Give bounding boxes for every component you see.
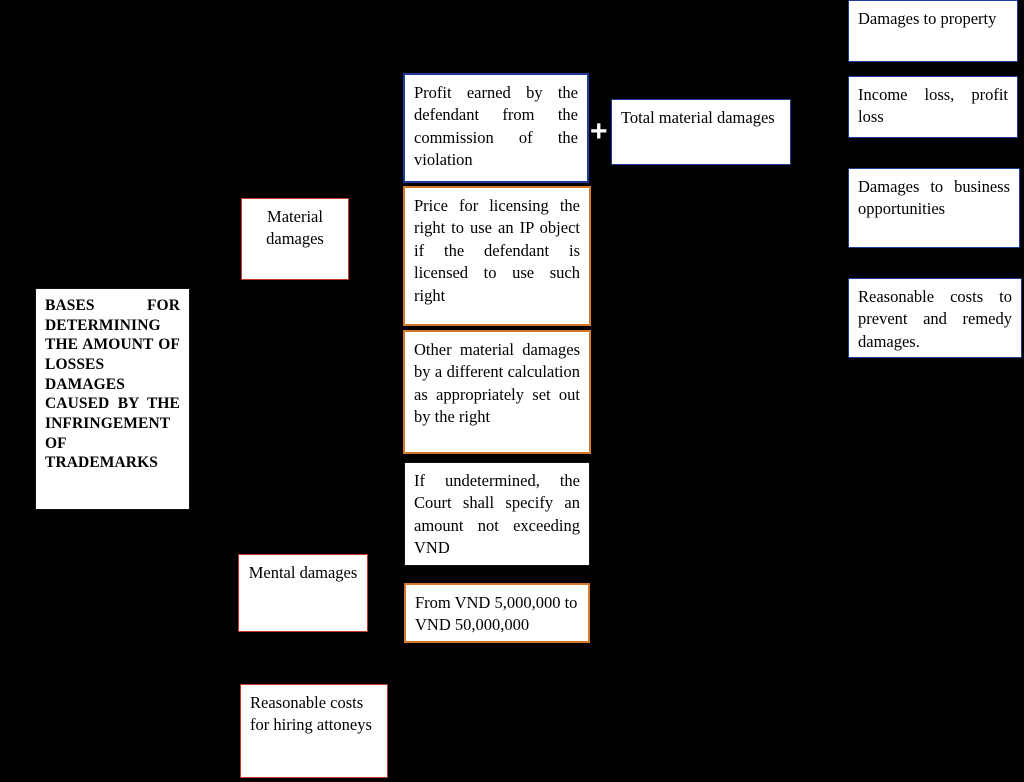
node-material-other-damages: Other material damages by a different calculation as appropriately set out by the right xyxy=(403,330,591,454)
node-reasonable-costs-prevent: Reasonable costs to prevent and remedy damages. xyxy=(848,278,1022,358)
node-material-court-specified: If undetermined, the Court shall specify an amount not exceeding VND xyxy=(404,462,590,566)
node-damages-property: Damages to property xyxy=(848,0,1018,62)
node-material-licensing-price: Price for licensing the right to use an IP object if the defendant is licensed to use such right xyxy=(403,186,591,326)
node-title-bases: BASES FOR DETERMINING THE AMOUNT OF LOSSES DAMAGES CAUSED BY THE INFRINGEMENT OF TRADEMARKS xyxy=(35,288,190,510)
node-mental-amount-range: From VND 5,000,000 to VND 50,000,000 xyxy=(404,583,590,643)
node-category-material: Material damages xyxy=(241,198,349,280)
plus-icon: + xyxy=(590,115,608,148)
node-income-profit-loss: Income loss, profit loss xyxy=(848,76,1018,138)
node-total-material-damages: Total material damages xyxy=(611,99,791,165)
node-category-mental: Mental damages xyxy=(238,554,368,632)
node-material-profit-earned: Profit earned by the defendant from the commission of the violation xyxy=(403,73,589,183)
node-damages-business-opportunities: Damages to business opportunities xyxy=(848,168,1020,248)
node-category-attorney-costs: Reasonable costs for hiring attoneys xyxy=(240,684,388,778)
